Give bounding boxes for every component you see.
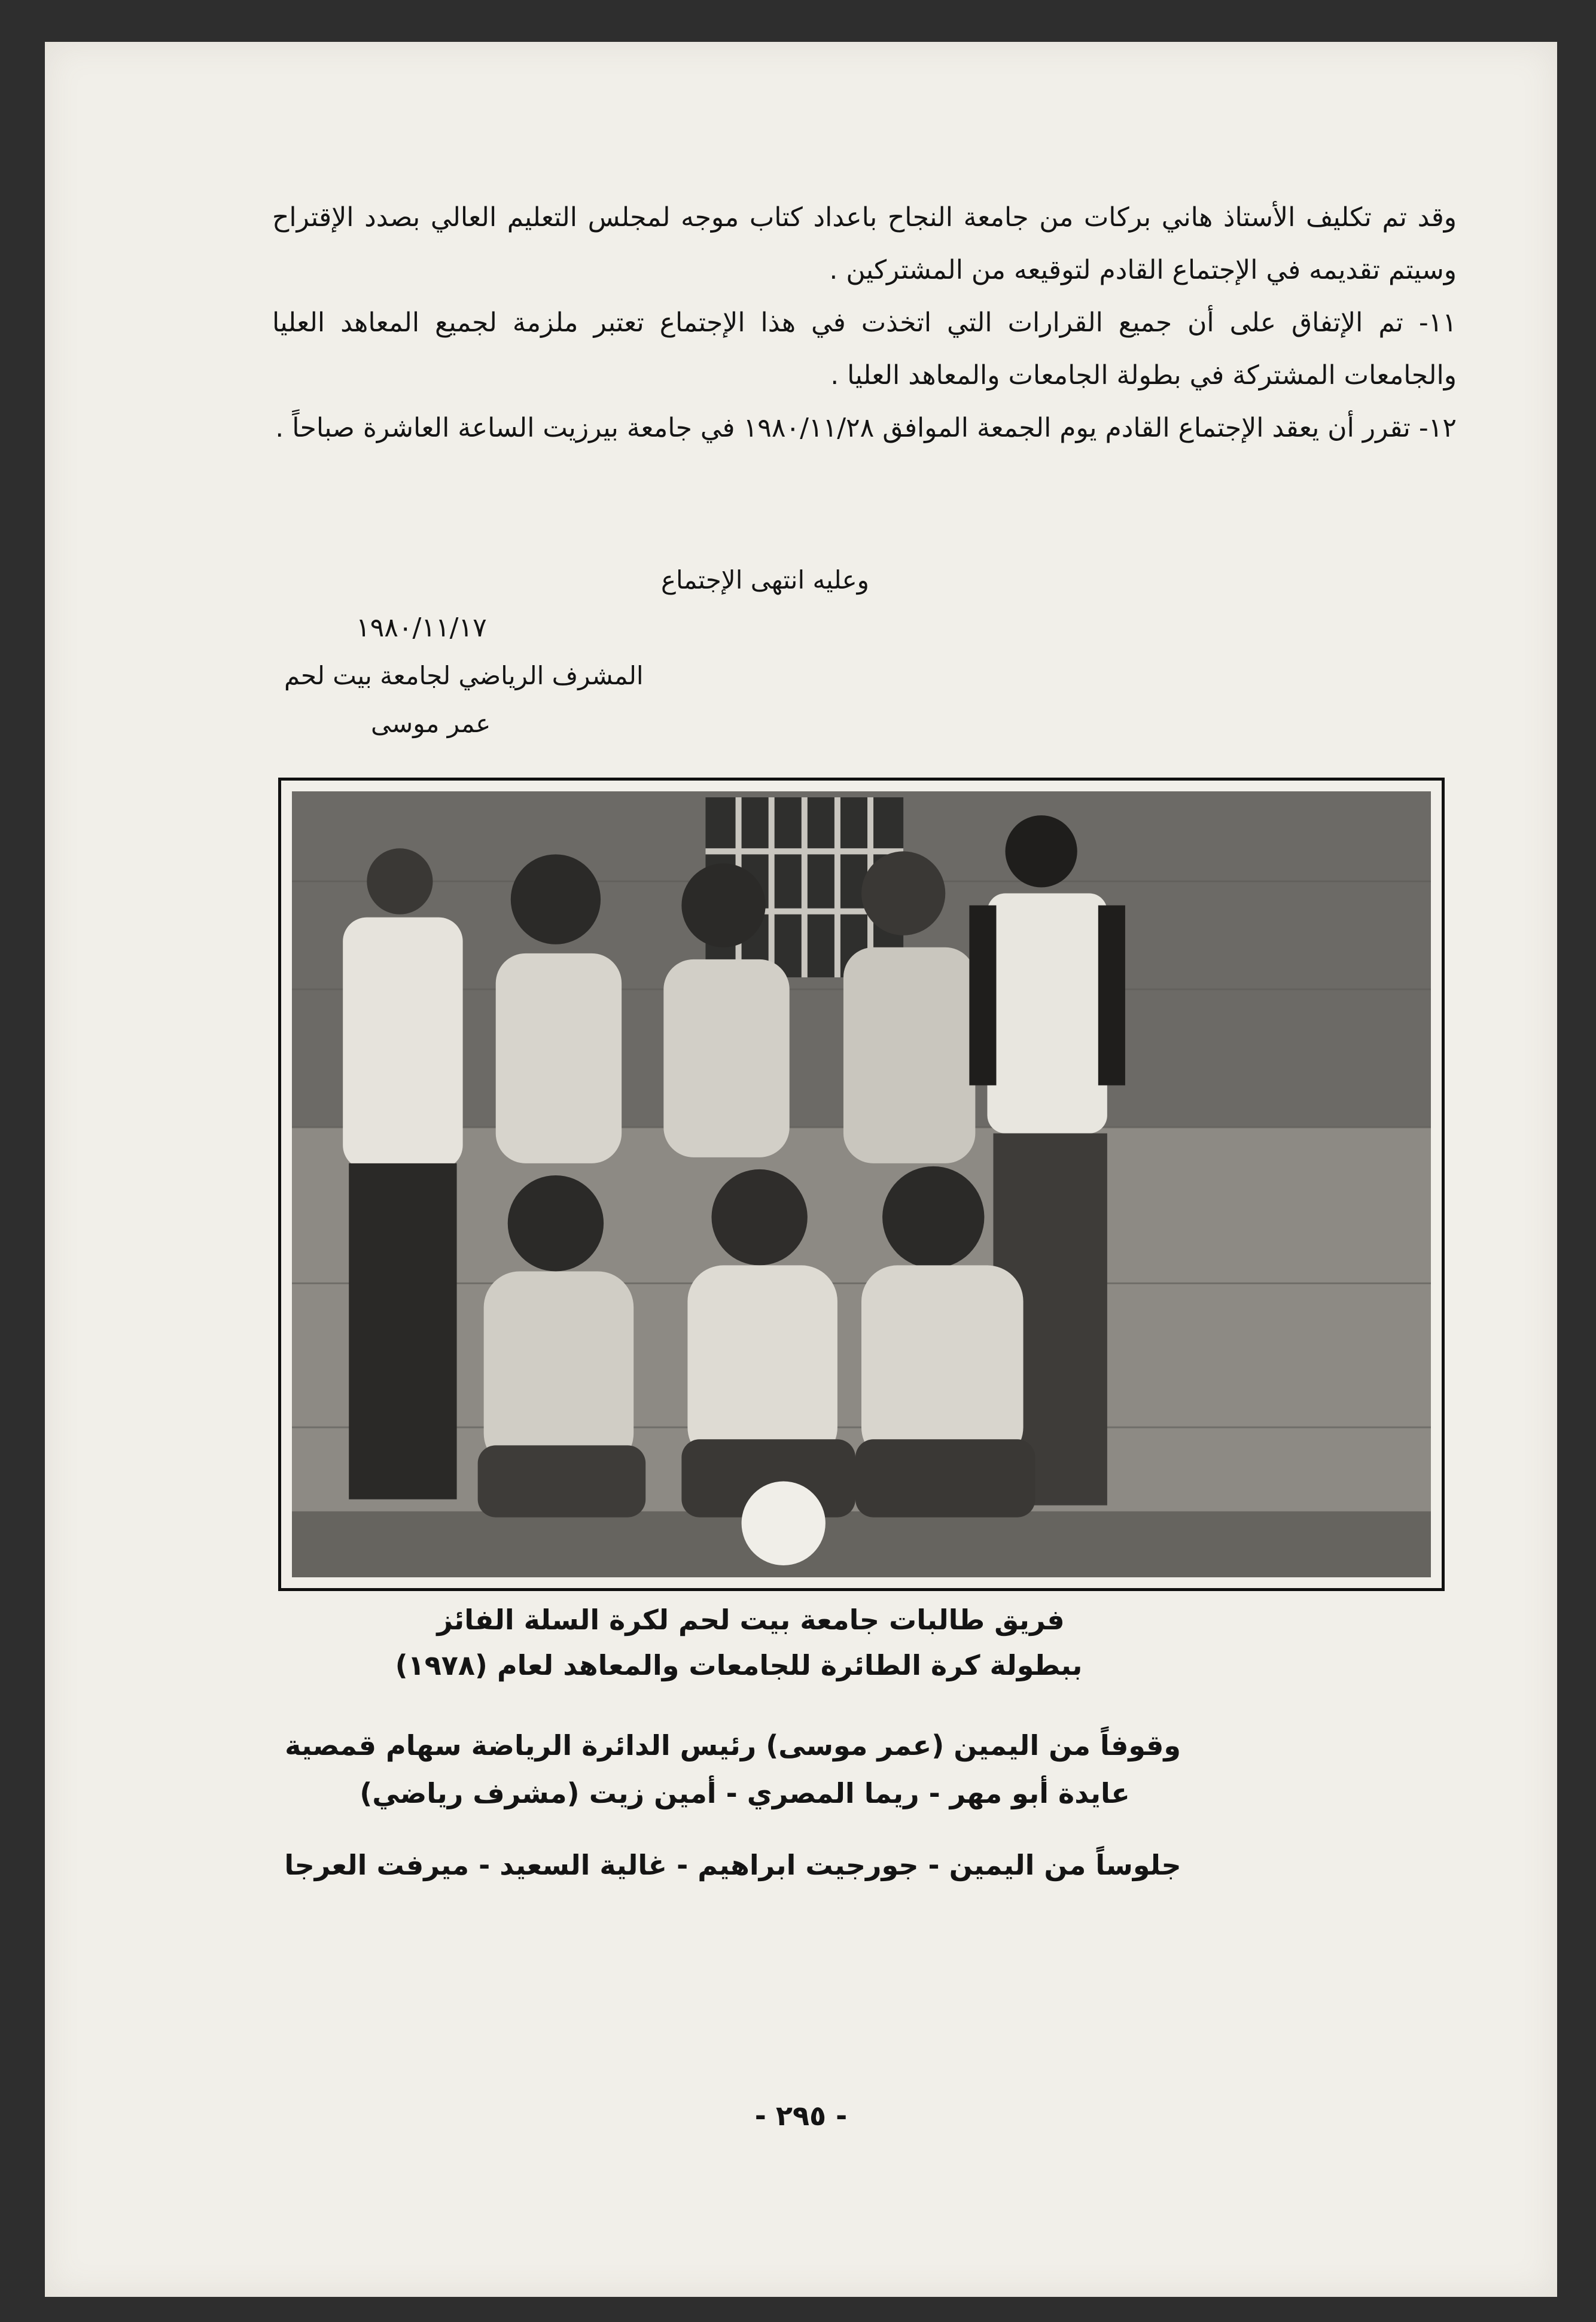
caption-line-2: ببطولة كرة الطائرة للجامعات والمعاهد لعام (١٩٧٨): [395, 1649, 1083, 1681]
caption-seated: جلوساً من اليمين - جورجيت ابراهيم - غالية السعيد - ميرفت العرجا: [284, 1849, 1181, 1881]
paragraph-recommendation: وقد تم تكليف الأستاذ هاني بركات من جامعة النجاح باعداد كتاب موجه لمجلس التعليم العالي بصدد الإقتراح وسيتم تقديمه في الإجتماع القادم لتوقيعه من المشتركين .: [272, 202, 1457, 285]
page-number: - ٢٩٥ -: [754, 2099, 848, 2132]
team-photo-image: [292, 791, 1431, 1577]
meeting-ended-text: وعليه انتهى الإجتماع: [661, 565, 869, 595]
paragraph-item-12: ١٢- تقرر أن يعقد الإجتماع القادم يوم الجمعة الموافق ١٩٨٠/١١/٢٨ في جامعة بيرزيت الساعة العاشرة صباحاً .: [275, 413, 1457, 443]
paragraph-item-11: ١١- تم الإتفاق على أن جميع القرارات التي اتخذت في هذا الإجتماع تعتبر ملزمة لجميع المعاهد العليا والجامعات المشتركة في بطولة الجامعات والمعاهد العليا .: [272, 307, 1457, 391]
minutes-text: [272, 191, 1457, 455]
team-photo: [292, 791, 1431, 1577]
caption-standing-line-1: وقوفاً من اليمين (عمر موسى) رئيس الدائرة الرياضة سهام قمصية: [285, 1729, 1181, 1762]
document-page: [45, 42, 1557, 2297]
caption-standing-line-2: عايدة أبو مهر - ريما المصري - أمين زيت (مشرف رياضي): [360, 1777, 1130, 1809]
team-photo-frame: [278, 778, 1445, 1591]
caption-line-1: فريق طالبات جامعة بيت لحم لكرة السلة الفائز: [437, 1604, 1065, 1636]
signature-date: ١٩٨٠/١١/١٧: [356, 613, 487, 643]
person-standing-1: [343, 848, 462, 1499]
signatory-title: المشرف الرياضي لجامعة بيت لحم: [284, 661, 644, 690]
signatory-name: عمر موسى: [371, 709, 491, 738]
